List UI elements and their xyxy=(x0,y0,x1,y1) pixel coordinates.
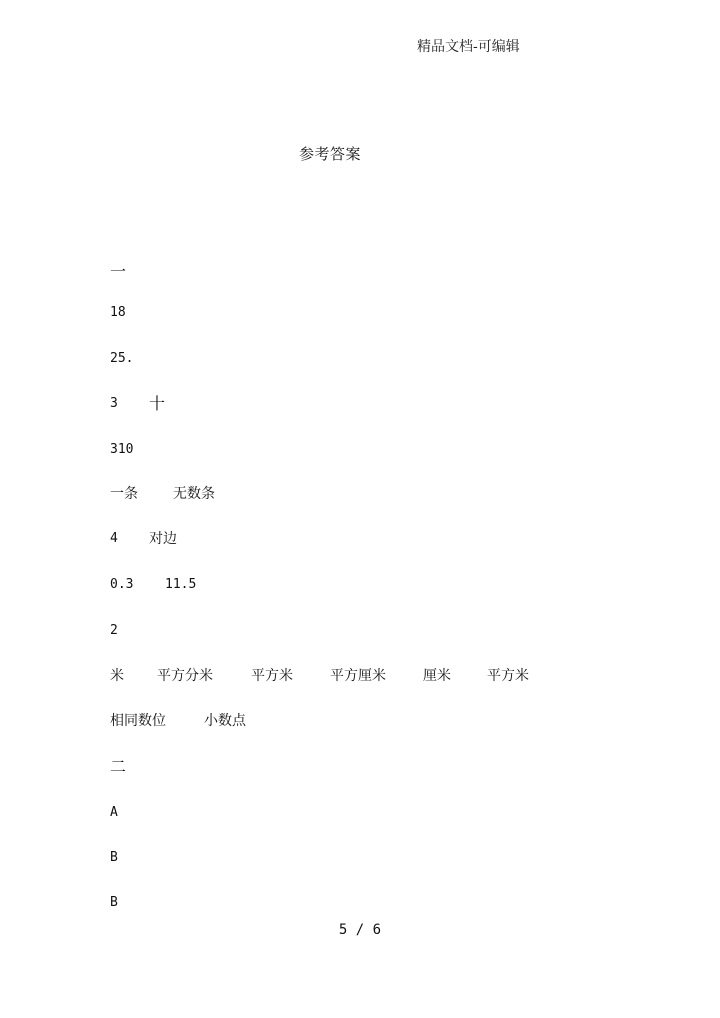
answer-8: 2 xyxy=(110,623,118,638)
choice-answer-1: A xyxy=(110,805,118,820)
answer-10-part2: 小数点 xyxy=(204,713,246,729)
answer-9-unit-3: 平方米 xyxy=(251,668,293,684)
section-heading-2-text: 二 xyxy=(110,757,127,776)
answer-9-unit-5: 厘米 xyxy=(423,668,451,684)
answer-2: 25. xyxy=(110,351,134,366)
page-title: 参考答案 xyxy=(298,145,361,163)
answer-10-part1: 相同数位 xyxy=(110,713,166,729)
header-note: 精品文档-可编辑 xyxy=(417,39,520,55)
choice-answer-2: B xyxy=(110,850,118,865)
answer-5-part2: 无数条 xyxy=(173,486,215,502)
answer-6-part1: 4 xyxy=(110,531,118,546)
answer-7-part1: 0.3 xyxy=(110,577,134,592)
answer-6-part2: 对边 xyxy=(149,531,177,547)
answer-9-unit-2: 平方分米 xyxy=(157,668,213,684)
answer-9-unit-1: 米 xyxy=(110,668,124,684)
page-number: 5 / 6 xyxy=(338,922,382,938)
choice-answer-3: B xyxy=(110,895,118,910)
answer-4: 310 xyxy=(110,442,134,457)
answer-1: 18 xyxy=(110,305,126,320)
answer-9-unit-4: 平方厘米 xyxy=(330,668,386,684)
answer-3-part2: 十 xyxy=(149,394,166,413)
answer-3-part1: 3 xyxy=(110,396,118,411)
section-heading-1-text: 一 xyxy=(110,262,127,281)
answer-5-part1: 一条 xyxy=(110,486,138,502)
answer-9-unit-6: 平方米 xyxy=(487,668,529,684)
answer-7-part2: 11.5 xyxy=(165,577,197,592)
